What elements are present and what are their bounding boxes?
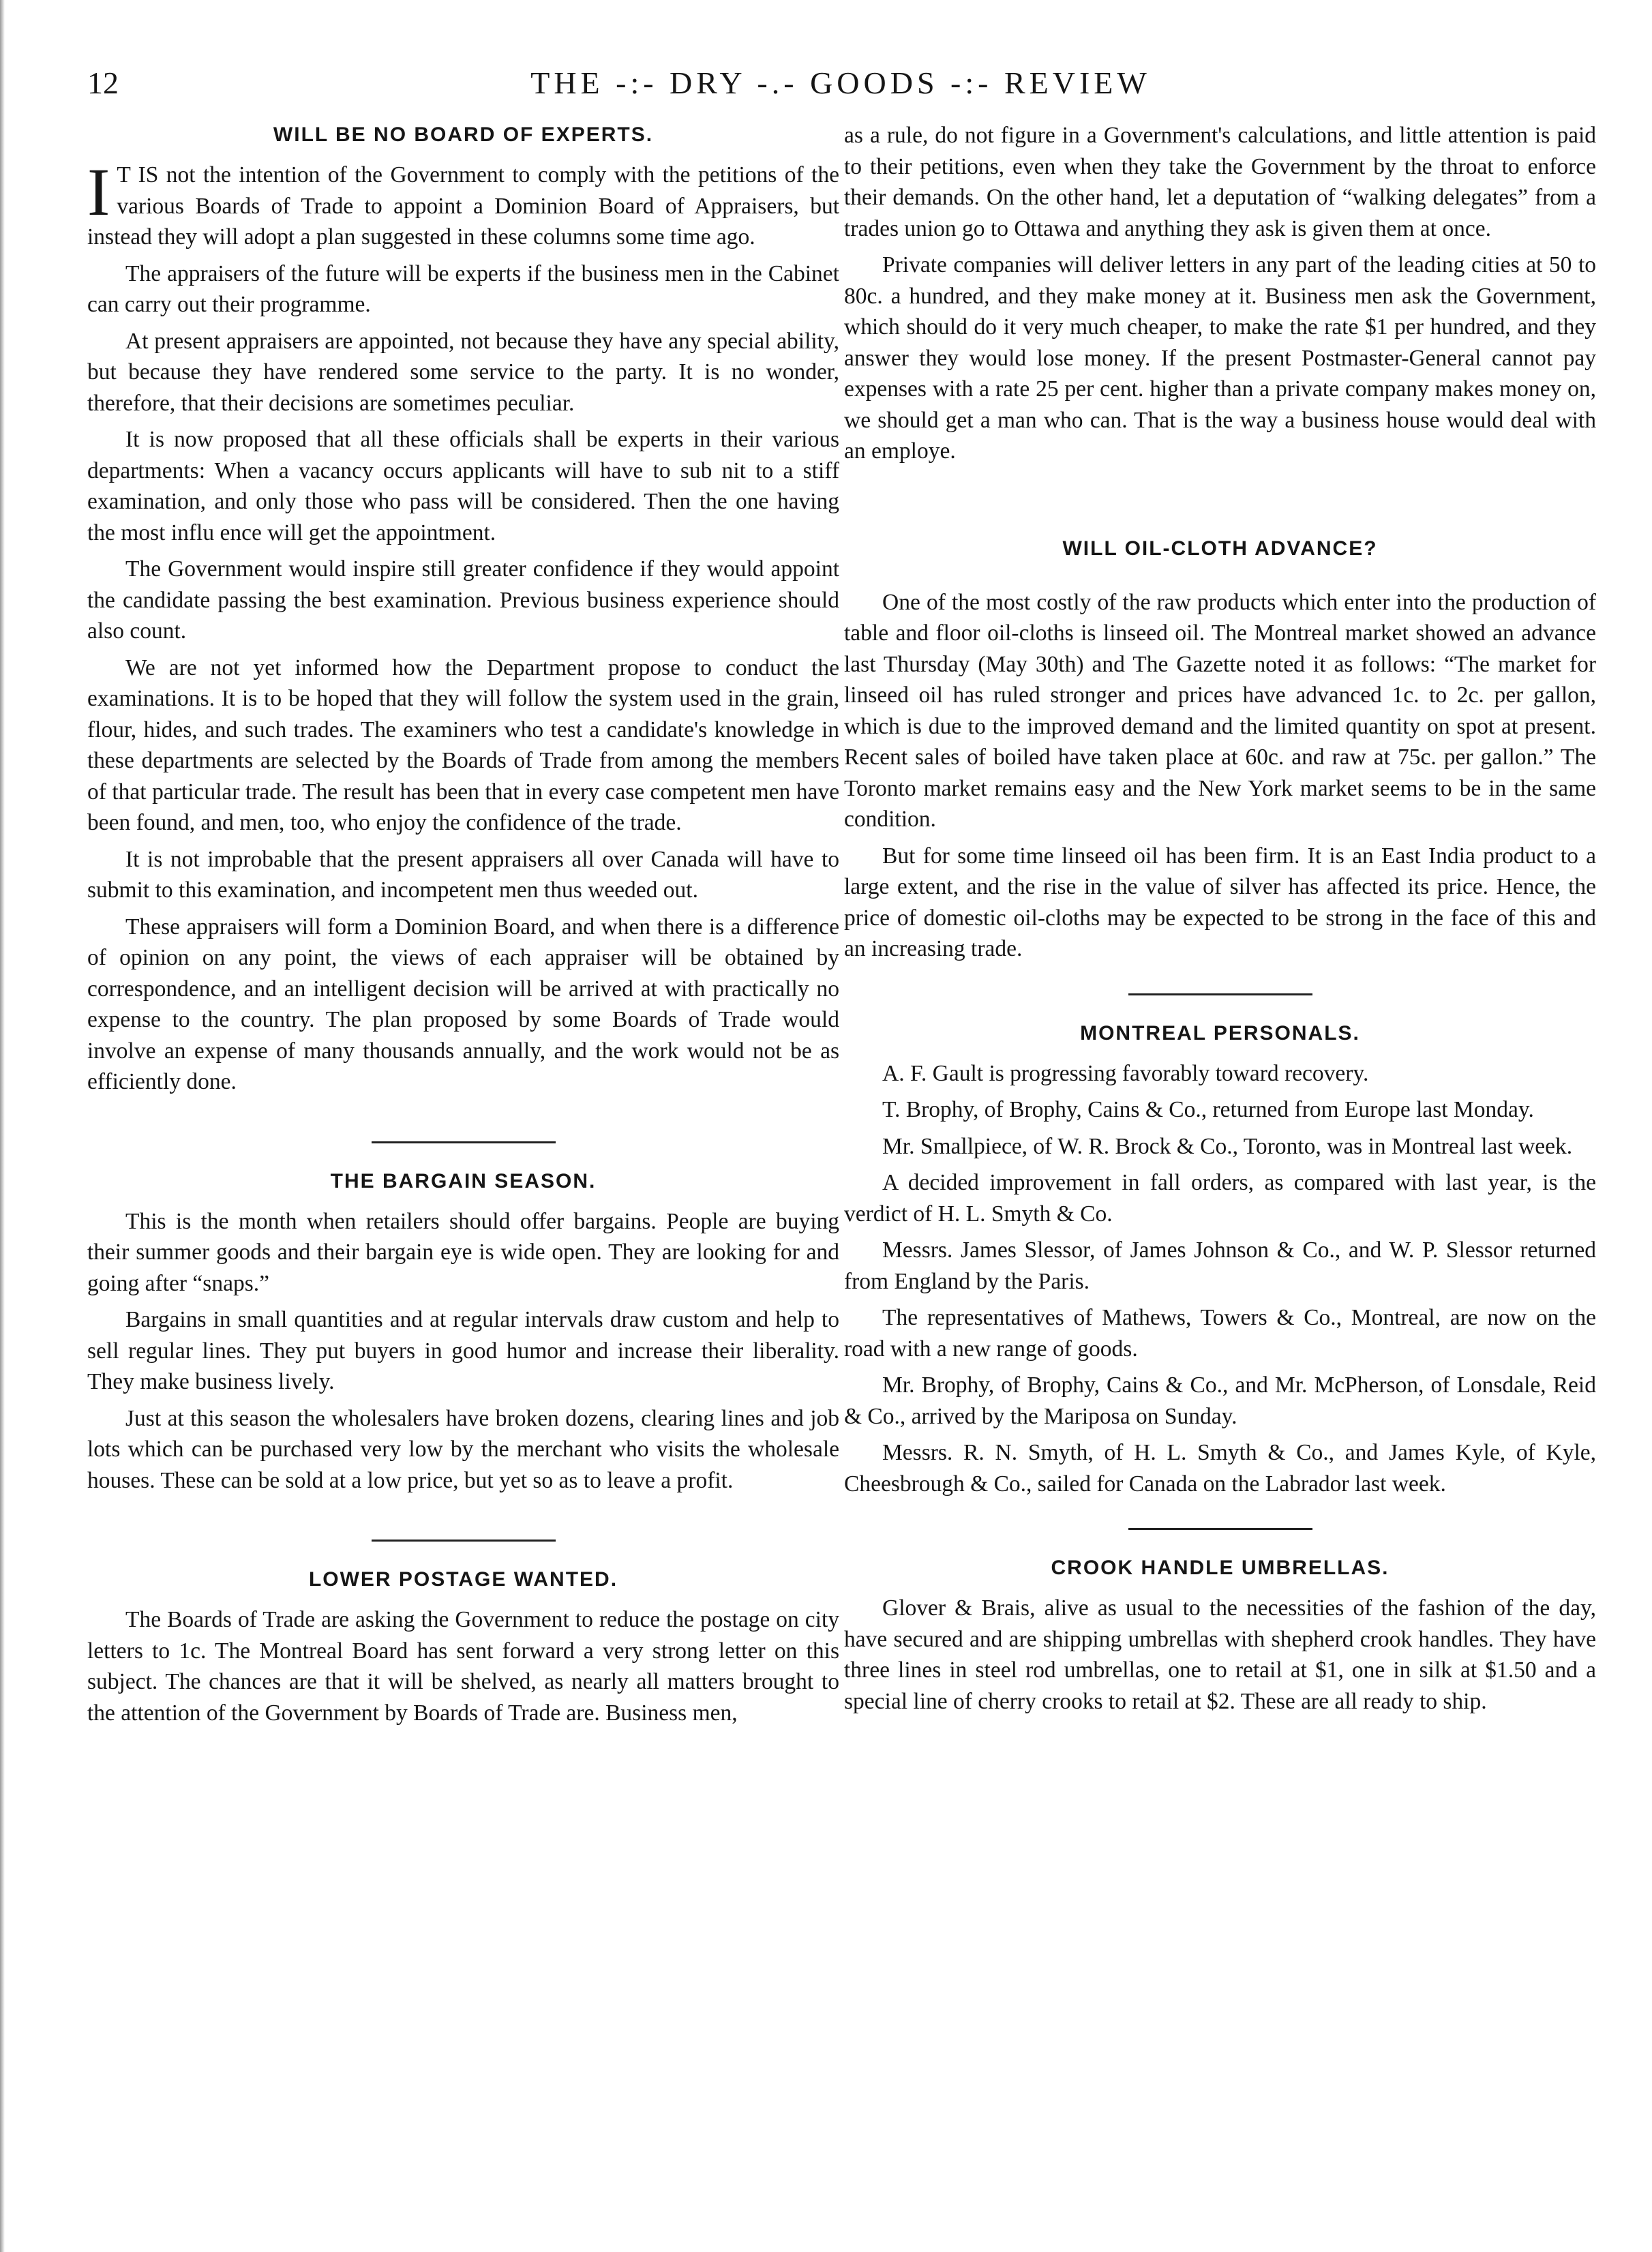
article-heading: CROOK HANDLE UMBRELLAS. (1051, 1557, 1390, 1579)
right-column (844, 120, 1596, 1722)
article-paragraph: The appraisers of the future will be experts if the business men in the Cabinet can carry out their programme. (87, 260, 839, 317)
article-paragraph: It is not improbable that the present appraisers all over Canada will have to submit to this examination, and incompetent men thus weeded out. (87, 846, 839, 903)
personal-item: A decided improvement in fall orders, as compared with last year, is the verdict of H. L. Smyth & Co. (844, 1170, 1596, 1227)
article-paragraph: One of the most costly of the raw products which enter into the production of table and floor oil-cloths is linseed oil. The Montreal market showed an advance last Thursday (May 30th) and The Gazette noted it as follows: “The market for linseed oil has ruled stronger and prices have advanced 1c. to 2c. per gallon, which is due to the improved demand and the limited quantity on spot at present. Recent sales of boiled have taken place at 60c. and raw at 75c. per gallon.” The Toronto market remains easy and the New York market seems to be in the same condition. (844, 589, 1596, 832)
article-paragraph: Bargains in small quantities and at regular intervals draw custom and help to sell regular lines. They put buyers in good humor and increase their liberality. They make business lively. (87, 1307, 839, 1394)
article-paragraph: Glover & Brais, alive as usual to the necessities of the fashion of the day, have secured and are shipping umbrellas with shepherd crook handles. They have three lines in steel rod umbrellas, one to retail at $1, one in silk at $1.50 and a special line of cherry crooks to retail at $2. These are all ready to ship. (844, 1595, 1596, 1714)
personal-item: Mr. Brophy, of Brophy, Cains & Co., and Mr. McPherson, of Lonsdale, Reid & Co., arrived by the Mariposa on Sunday. (844, 1372, 1596, 1429)
article-paragraph: as a rule, do not figure in a Government's calculations, and little attention is paid to their petitions, even when they take the Government by the throat to enforce their demands. On the other hand, let a deputation of “walking delegates” from a trades union go to Ottawa and anything they ask is given them at once. (844, 123, 1596, 241)
article-lower-postage-continued (844, 120, 1596, 467)
article-oil-cloth (844, 534, 1596, 965)
article-heading: LOWER POSTAGE WANTED. (308, 1568, 618, 1591)
article-bargain-season (87, 1167, 839, 1497)
article-heading: WILL BE NO BOARD OF EXPERTS. (273, 123, 654, 146)
article-paragraph: The Boards of Trade are asking the Government to reduce the postage on city letters to 1c. The Montreal Board has sent forward a very strong letter on this subject. The chances are that it will be shelved, as nearly all matters brought to the attention of the Government by Boards of Trade are. Business men, (87, 1607, 839, 1726)
article-lower-postage (87, 1565, 839, 1728)
article-paragraph: The Government would inspire still greater confidence if they would appoint the candidate passing the best examination. Previous business experience should also count. (87, 556, 839, 644)
paragraph-text: T IS not the intention of the Government to comply with the petitions of the various Boards of Trade to appoint a Dominion Board of Appraisers, but instead they will adopt a plan suggested in these columns some time ago. (87, 162, 839, 250)
article-umbrellas (844, 1553, 1596, 1717)
article-paragraph: These appraisers will form a Dominion Board, and when there is a difference of opinion on any point, the views of each appraiser will be obtained by correspondence, and an intelligent decision will be arrived at with practically no expense to the country. The plan proposed by some Boards of Trade would involve an expense of many thousands annually, and the work would not be as efficiently done. (87, 914, 839, 1094)
article-paragraph: Just at this season the wholesalers have broken dozens, clearing lines and job lots which can be purchased very low by the merchant who visits the wholesale houses. These can be sold at a low price, but yet so as to leave a profit. (87, 1405, 839, 1493)
article-paragraph: Private companies will deliver letters in any part of the leading cities at 50 to 80c. a hundred, and they make money at it. Business men ask the Government, which should do it very much cheaper, to make the rate $1 per hundred, and they answer they would lose money. If the present Postmaster-General cannot pay expenses with a rate 25 per cent. higher than a private company makes money on, we should get a man who can. That is the way a business house would deal with an employe. (844, 252, 1596, 464)
article-heading: WILL OIL-CLOTH ADVANCE? (1062, 537, 1378, 560)
article-heading: MONTREAL PERSONALS. (1080, 1021, 1360, 1045)
article-heading: THE BARGAIN SEASON. (330, 1169, 597, 1192)
article-paragraph: This is the month when retailers should offer bargains. People are buying their summer goods and their bargain eye is wide open. They are looking for and going after “snaps.” (87, 1208, 839, 1296)
personal-item: A. F. Gault is progressing favorably toward recovery. (882, 1060, 1369, 1086)
article-paragraph: It is now proposed that all these officials shall be experts in their various departments: When a vacancy occurs applicants will have to sub nit to a stiff examination, and only those who pass will be considered. Then the one having the most influ ence will get the appointment. (87, 427, 839, 545)
personal-item: T. Brophy, of Brophy, Cains & Co., returned from Europe last Monday. (882, 1097, 1534, 1122)
drop-cap: I (87, 154, 110, 230)
left-column (87, 120, 839, 1734)
journal-title: THE -:- DRY -.- GOODS -:- REVIEW (530, 65, 1151, 100)
page-number: 12 (87, 65, 119, 100)
personal-item: Mr. Smallpiece, of W. R. Brock & Co., Toronto, was in Montreal last week. (882, 1133, 1573, 1159)
article-board-of-experts (87, 120, 839, 1098)
article-montreal-personals (844, 1019, 1596, 1500)
article-paragraph (87, 154, 839, 253)
page-header (87, 59, 1594, 108)
article-paragraph: We are not yet informed how the Department propose to conduct the examinations. It is to be hoped that they will follow the system used in the grain, flour, hides, and such trades. The examiners who test a candidate's knowledge in these departments are selected by the Boards of Trade from among the members of that particular trade. The result has been that in every case competent men have been found, and men, too, who enjoy the confidence of the trade. (87, 655, 839, 835)
personal-item: Messrs. James Slessor, of James Johnson & Co., and W. P. Slessor returned from England by the Paris. (844, 1237, 1596, 1294)
article-paragraph: But for some time linseed oil has been firm. It is an East India product to a large extent, and the rise in the value of silver has affected its price. Hence, the price of domestic oil-cloths may be expected to be strong in the face of this and an increasing trade. (844, 843, 1596, 961)
article-paragraph: At present appraisers are appointed, not because they have any special ability, but because they have rendered some service to the party. It is no wonder, therefore, that their decisions are sometimes peculiar. (87, 328, 839, 416)
personal-item: The representatives of Mathews, Towers & Co., Montreal, are now on the road with a new range of goods. (844, 1305, 1596, 1362)
personal-item: Messrs. R. N. Smyth, of H. L. Smyth & Co., and James Kyle, of Kyle, Cheesbrough & Co., sailed for Canada on the Labrador last week. (844, 1440, 1596, 1497)
scan-edge (0, 0, 5, 2252)
